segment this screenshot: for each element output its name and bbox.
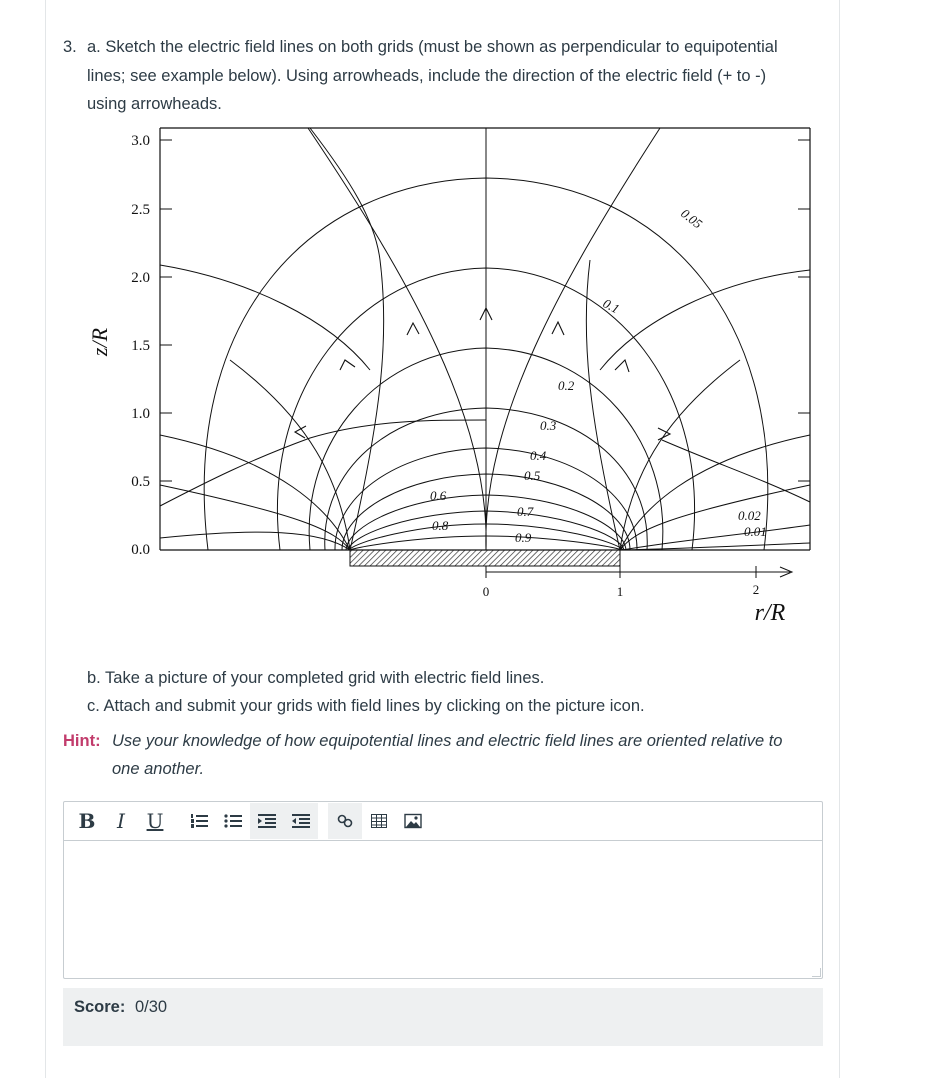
- x-tick-1: 1: [616, 584, 624, 599]
- contour-label-0-02: 0.02: [738, 508, 761, 523]
- score-value: 0/30: [134, 998, 168, 1016]
- contour-label-0-4: 0.4: [530, 448, 547, 463]
- score-label: Score:: [74, 998, 126, 1016]
- contour-label-0-3: 0.3: [540, 418, 557, 433]
- resize-handle[interactable]: [812, 968, 821, 977]
- ordered-list-button[interactable]: [182, 803, 216, 839]
- bold-button[interactable]: B: [78, 809, 96, 833]
- contour-label-0-1: 0.1: [600, 295, 622, 317]
- indent-icon: [258, 813, 276, 829]
- image-button[interactable]: [396, 803, 430, 839]
- contour-label-0-05: 0.05: [678, 205, 706, 232]
- charged-disk: [350, 550, 620, 566]
- editor-toolbar: [64, 802, 822, 841]
- underline-button[interactable]: U: [146, 809, 164, 833]
- x-tick-2: 2: [752, 582, 760, 597]
- indent-button[interactable]: [250, 803, 284, 839]
- x-axis-label: r/R: [754, 600, 786, 626]
- table-icon: [370, 813, 388, 829]
- y-tick-2-0: 2.0: [131, 270, 150, 286]
- question-part-b: b. Take a picture of your completed grid with electric field lines.: [87, 669, 545, 687]
- equipotential-diagram: [80, 120, 820, 640]
- question-part-c: c. Attach and submit your grids with field lines by clicking on the picture icon.: [87, 697, 645, 715]
- unordered-list-icon: [224, 813, 242, 829]
- outdent-icon: [292, 813, 310, 829]
- hint: [63, 727, 813, 783]
- contour-label-0-5: 0.5: [524, 468, 541, 483]
- italic-button[interactable]: I: [117, 809, 125, 833]
- contour-label-0-9: 0.9: [515, 530, 532, 545]
- link-button[interactable]: [328, 803, 362, 839]
- y-tick-0-5: 0.5: [131, 474, 150, 490]
- contour-label-0-7: 0.7: [517, 504, 534, 519]
- equipotential-lines: [160, 178, 810, 550]
- contour-label-0-6: 0.6: [430, 488, 447, 503]
- x-tick-0: 0: [482, 584, 490, 599]
- y-tick-0-0: 0.0: [131, 542, 150, 558]
- question-part-a: a. Sketch the electric field lines on both grids (must be shown as perpendicular to equipotential lines; see example below). Using arrowheads, include the direction of the electric field (+ to -) using arrowheads.: [87, 38, 778, 113]
- image-icon: [404, 813, 422, 829]
- y-tick-2-5: 2.5: [131, 202, 150, 218]
- editor-text-area[interactable]: [64, 841, 822, 978]
- y-tick-1-5: 1.5: [131, 338, 150, 354]
- hint-label: Hint:: [63, 732, 101, 750]
- unordered-list-button[interactable]: [216, 803, 250, 839]
- contour-label-0-01: 0.01: [744, 524, 767, 539]
- equipotential-figure: [80, 120, 820, 640]
- link-icon: [336, 813, 354, 829]
- y-tick-3-0: 3.0: [131, 133, 150, 149]
- ordered-list-icon: [190, 813, 208, 829]
- contour-label-0-8: 0.8: [432, 518, 449, 533]
- y-tick-1-0: 1.0: [131, 406, 150, 422]
- question-text: [63, 33, 783, 119]
- score-box: [63, 988, 823, 1046]
- field-lines: [160, 128, 810, 550]
- contour-label-0-2: 0.2: [558, 378, 575, 393]
- y-axis-label: z/R: [87, 327, 112, 357]
- rich-text-editor: [63, 801, 823, 979]
- hint-text: Use your knowledge of how equipotential lines and electric field lines are oriented relative to one another.: [112, 732, 783, 778]
- outdent-button[interactable]: [284, 803, 318, 839]
- table-button[interactable]: [362, 803, 396, 839]
- question-number: 3.: [63, 38, 77, 56]
